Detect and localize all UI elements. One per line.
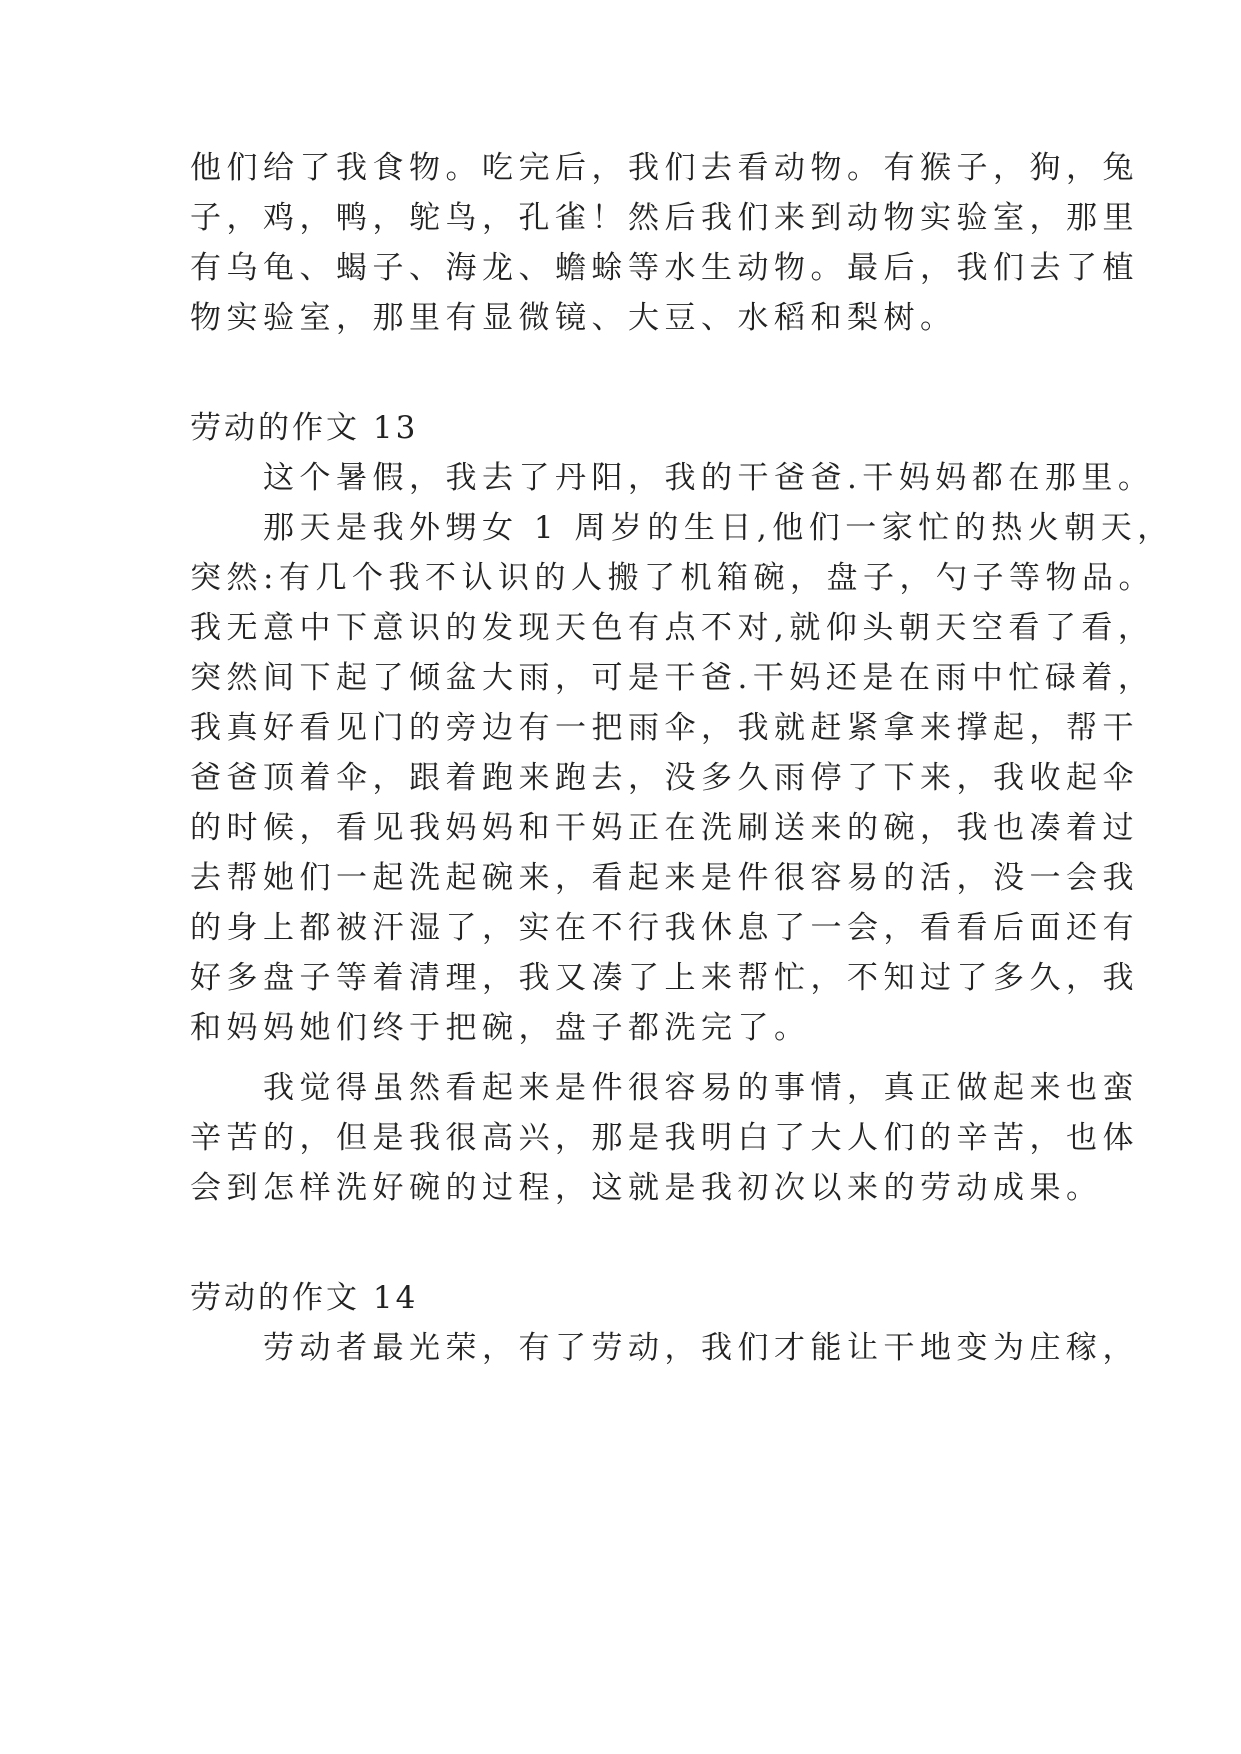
- paragraph-line: 这个暑假，我去了丹阳，我的干爸爸.干妈妈都在那里。: [190, 460, 1155, 496]
- paragraph-line: 有乌龟、蝎子、海龙、蟾蜍等水生动物。最后，我们去了植: [190, 250, 1139, 286]
- paragraph-line: 突然间下起了倾盆大雨，可是干爸.干妈还是在雨中忙碌着，: [190, 660, 1155, 696]
- paragraph-line: 去帮她们一起洗起碗来，看起来是件很容易的活，没一会我: [190, 860, 1139, 896]
- paragraph-line: 我觉得虽然看起来是件很容易的事情，真正做起来也蛮: [190, 1070, 1139, 1106]
- paragraph-line: 我无意中下意识的发现天色有点不对,就仰头朝天空看了看，: [190, 610, 1155, 646]
- paragraph-line: 他们给了我食物。吃完后，我们去看动物。有猴子，狗，兔: [190, 150, 1139, 186]
- paragraph-line: 爸爸顶着伞，跟着跑来跑去，没多久雨停了下来，我收起伞: [190, 760, 1139, 796]
- paragraph-line: 那天是我外甥女 1 周岁的生日,他们一家忙的热火朝天，: [190, 510, 1174, 546]
- paragraph-line: 突然:有几个我不认识的人搬了机箱碗，盘子，勺子等物品。: [190, 560, 1155, 596]
- section-title: 劳动的作文 14: [190, 1280, 419, 1316]
- paragraph-line: 的时候，看见我妈妈和干妈正在洗刷送来的碗，我也凑着过: [190, 810, 1139, 846]
- paragraph-line: 我真好看见门的旁边有一把雨伞，我就赶紧拿来撑起，帮干: [190, 710, 1139, 746]
- paragraph-line: 物实验室，那里有显微镜、大豆、水稻和梨树。: [190, 300, 957, 336]
- paragraph-line: 辛苦的，但是我很高兴，那是我明白了大人们的辛苦，也体: [190, 1120, 1139, 1156]
- paragraph-line: 会到怎样洗好碗的过程，这就是我初次以来的劳动成果。: [190, 1170, 1103, 1206]
- paragraph-line: 劳动者最光荣，有了劳动，我们才能让干地变为庄稼，: [190, 1330, 1139, 1366]
- paragraph-line: 好多盘子等着清理，我又凑了上来帮忙，不知过了多久，我: [190, 960, 1139, 996]
- paragraph-line: 子，鸡，鸭，鸵鸟，孔雀！然后我们来到动物实验室，那里: [190, 200, 1139, 236]
- paragraph-line: 和妈妈她们终于把碗，盘子都洗完了。: [190, 1010, 811, 1046]
- paragraph-line: 的身上都被汗湿了，实在不行我休息了一会，看看后面还有: [190, 910, 1139, 946]
- section-title: 劳动的作文 13: [190, 410, 419, 446]
